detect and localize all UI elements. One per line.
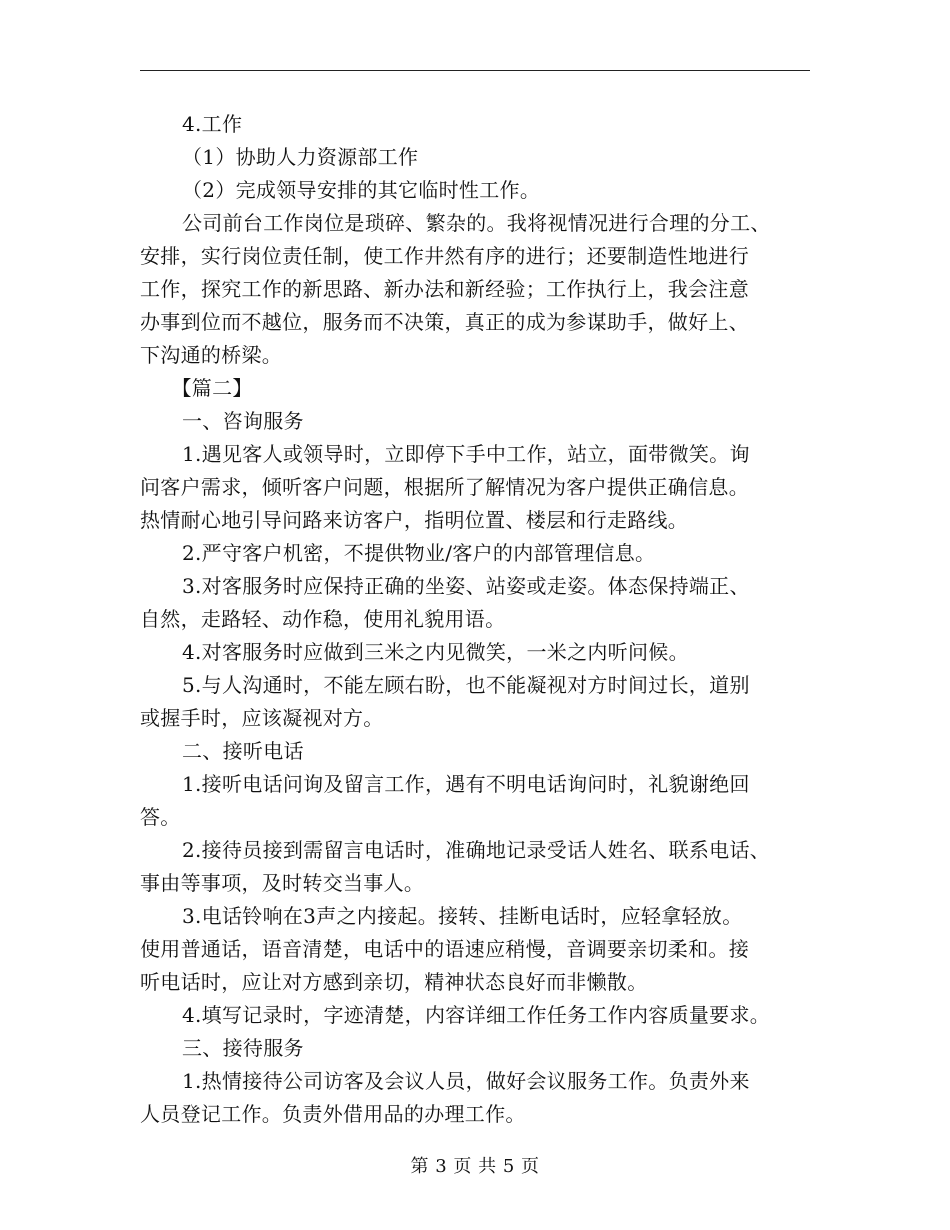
text-line: 4.填写记录时，字迹清楚，内容详细工作任务工作内容质量要求。 xyxy=(182,1003,771,1027)
text-line: 1.遇见客人或领导时，立即停下手中工作，站立，面带微笑。询 xyxy=(182,442,750,466)
text-line: （1）协助人力资源部工作 xyxy=(182,145,419,169)
text-line: 4.对客服务时应做到三米之内见微笑，一米之内听问候。 xyxy=(182,640,689,664)
text-line: 1.热情接待公司访客及会议人员，做好会议服务工作。负责外来 xyxy=(182,1069,750,1093)
text-line: 使用普通话，语音清楚，电话中的语速应稍慢，音调要亲切柔和。接 xyxy=(140,937,749,961)
text-line: 三、接待服务 xyxy=(182,1036,304,1060)
text-line: 工作，探究工作的新思路、新办法和新经验；工作执行上，我会注意 xyxy=(140,277,749,301)
document-body xyxy=(140,108,812,1131)
text-line: 二、接听电话 xyxy=(182,739,304,763)
text-line: 办事到位而不越位，服务而不决策，真正的成为参谋助手，做好上、 xyxy=(140,310,749,334)
header-rule xyxy=(140,70,810,71)
text-line: 一、咨询服务 xyxy=(182,409,304,433)
text-line: 3.电话铃响在3声之内接起。接转、挂断电话时，应轻拿轻放。 xyxy=(182,904,743,928)
text-line: 2.接待员接到需留言电话时，准确地记录受话人姓名、联系电话、 xyxy=(182,838,771,862)
text-line: 自然，走路轻、动作稳，使用礼貌用语。 xyxy=(140,607,506,631)
text-line: 下沟通的桥梁。 xyxy=(140,343,283,367)
text-line: 公司前台工作岗位是琐碎、繁杂的。我将视情况进行合理的分工、 xyxy=(182,211,771,235)
text-line: 1.接听电话问询及留言工作，遇有不明电话询问时，礼貌谢绝回 xyxy=(182,772,750,796)
text-line: （2）完成领导安排的其它临时性工作。 xyxy=(182,178,541,202)
text-line: 2.严守客户机密，不提供物业/客户的内部管理信息。 xyxy=(182,541,656,565)
text-line: 3.对客服务时应保持正确的坐姿、站姿或走姿。体态保持端正、 xyxy=(182,574,750,598)
text-line: 听电话时，应让对方感到亲切，精神状态良好而非懒散。 xyxy=(140,970,648,994)
text-line: 热情耐心地引导问路来访客户，指明位置、楼层和行走路线。 xyxy=(140,508,689,532)
text-line: 安排，实行岗位责任制，使工作井然有序的进行；还要制造性地进行 xyxy=(140,244,749,268)
text-line: 人员登记工作。负责外借用品的办理工作。 xyxy=(140,1102,526,1126)
text-line: 事由等事项，及时转交当事人。 xyxy=(140,871,425,895)
text-line: 4.工作 xyxy=(182,112,243,136)
page-footer: 第 3 页 共 5 页 xyxy=(410,1156,540,1177)
text-line: 或握手时，应该凝视对方。 xyxy=(140,706,384,730)
text-line: 5.与人沟通时，不能左顾右盼，也不能凝视对方时间过长，道别 xyxy=(182,673,750,697)
text-line: 【篇二】 xyxy=(171,376,253,400)
text-line: 答。 xyxy=(140,805,181,829)
text-line: 问客户需求，倾听客户问题，根据所了解情况为客户提供正确信息。 xyxy=(140,475,749,499)
